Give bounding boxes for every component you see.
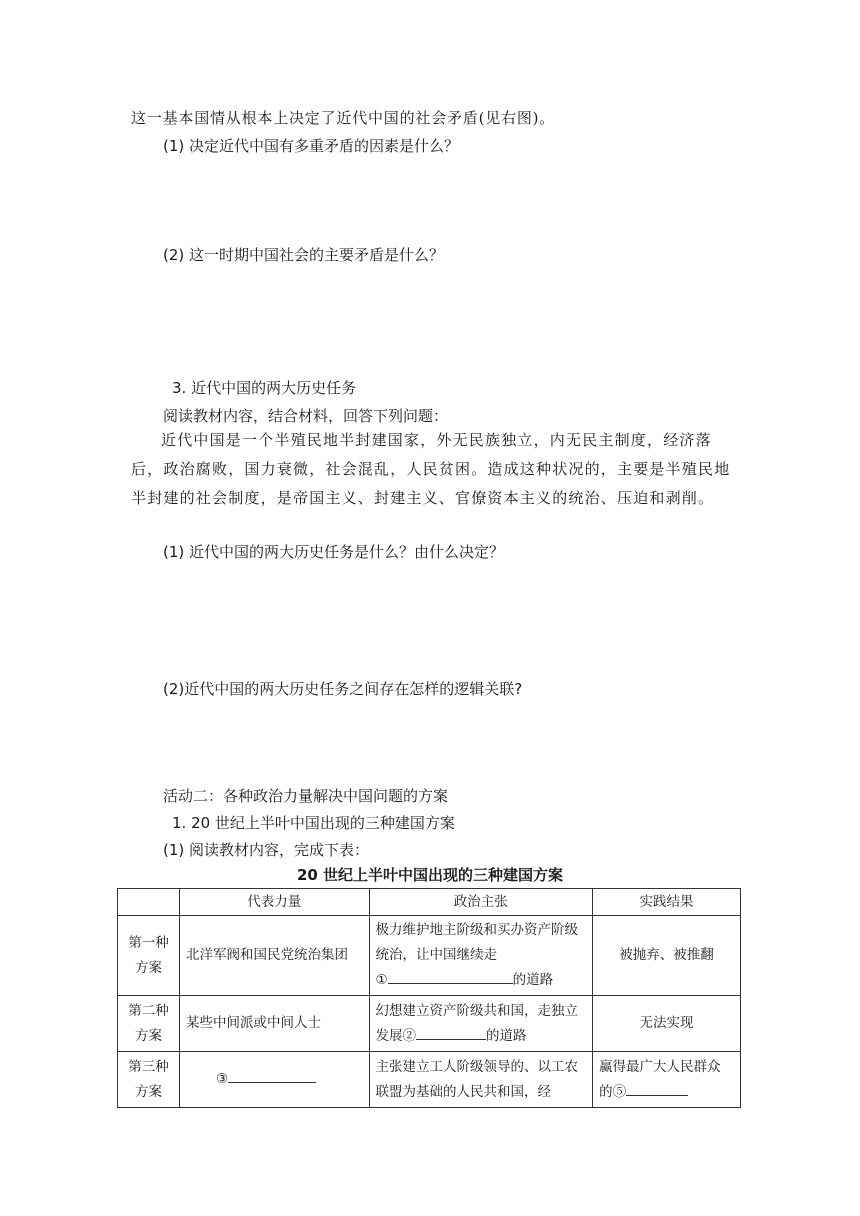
table-title: 20 世纪上半叶中国出现的三种建国方案 bbox=[296, 866, 564, 884]
fill-blank-5[interactable] bbox=[626, 1081, 688, 1096]
nation-building-plans-table bbox=[117, 888, 741, 1108]
table-row bbox=[118, 996, 741, 1052]
force-cell: 北洋军阀和国民党统治集团 bbox=[180, 916, 370, 996]
row-label: 第二种 方案 bbox=[118, 996, 180, 1052]
row-label: 第一种 方案 bbox=[118, 916, 180, 996]
result-cell: 被抛弃、被推翻 bbox=[593, 916, 741, 996]
fill-blank-2[interactable] bbox=[416, 1025, 486, 1040]
section-3-instruction: 阅读教材内容，结合材料，回答下列问题： bbox=[163, 407, 449, 425]
header-political-claim: 政治主张 bbox=[369, 889, 593, 916]
section-3-question-1: (1) 近代中国的两大历史任务是什么？由什么决定？ bbox=[163, 543, 505, 561]
table-row bbox=[118, 916, 741, 996]
intro-line: 这一基本国情从根本上决定了近代中国的社会矛盾(见右图)。 bbox=[131, 109, 556, 127]
result-cell: 赢得最广大人民群众的⑤ bbox=[593, 1052, 741, 1108]
activity-2-subtitle: 1. 20 世纪上半叶中国出现的三种建国方案 bbox=[172, 814, 455, 832]
claim-cell: 极力维护地主阶级和买办资产阶级统治，让中国继续走 ① 的道路 bbox=[369, 916, 593, 996]
fill-blank-3[interactable] bbox=[228, 1068, 316, 1083]
row-label: 第三种 方案 bbox=[118, 1052, 180, 1108]
section-3-title: 3. 近代中国的两大历史任务 bbox=[172, 379, 357, 397]
force-cell: ③ bbox=[180, 1052, 370, 1108]
fill-blank-1[interactable] bbox=[388, 969, 513, 984]
activity-2-title: 活动二：各种政治力量解决中国问题的方案 bbox=[163, 787, 449, 805]
question-2: (2) 这一时期中国社会的主要矛盾是什么？ bbox=[163, 246, 445, 264]
section-3-question-2: (2)近代中国的两大历史任务之间存在怎样的逻辑关联? bbox=[163, 680, 523, 698]
result-cell: 无法实现 bbox=[593, 996, 741, 1052]
section-3-material: 近代中国是一个半殖民地半封建国家，外无民族独立，内无民主制度，经济落后，政治腐败，国力衰微，社会混乱，人民贫困。造成这种状况的，主要是半殖民地半封建的社会制度，是帝国主义、封建主义、官僚资本主义的统治、压迫和剥削。 bbox=[131, 431, 731, 507]
header-empty bbox=[118, 889, 180, 916]
question-1: (1) 决定近代中国有多重矛盾的因素是什么？ bbox=[163, 137, 460, 155]
table-row bbox=[118, 1052, 741, 1108]
table-header-row bbox=[118, 889, 741, 916]
activity-2-question-1: (1) 阅读教材内容，完成下表： bbox=[163, 841, 370, 859]
claim-cell: 主张建立工人阶级领导的、以工农联盟为基础的人民共和国，经 bbox=[369, 1052, 593, 1108]
header-practice-result: 实践结果 bbox=[593, 889, 741, 916]
force-cell: 某些中间派或中间人士 bbox=[180, 996, 370, 1052]
claim-cell: 幻想建立资产阶级共和国，走独立发展② 的道路 bbox=[369, 996, 593, 1052]
header-representative-force: 代表力量 bbox=[180, 889, 370, 916]
